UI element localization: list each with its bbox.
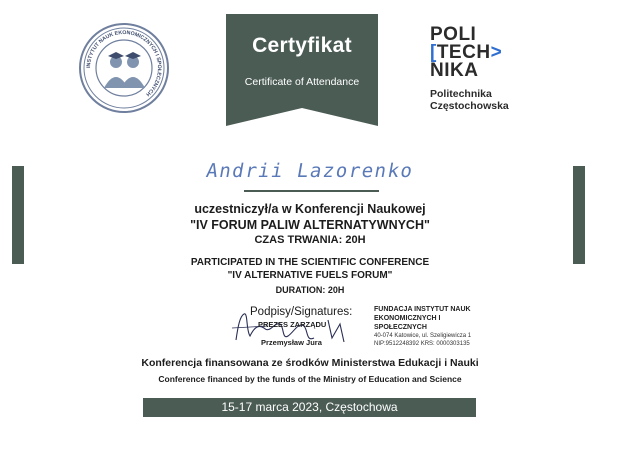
title-banner <box>226 14 378 126</box>
funding-note-en: Conference financed by the funds of the Ministry of Education and Science <box>158 374 462 384</box>
participation-text-en: PARTICIPATED IN THE SCIENTIFIC CONFERENCE <box>190 257 430 268</box>
stamp-address: 40-074 Katowice, ul. Szeligiewicza 1 <box>374 333 472 339</box>
university-logo <box>430 26 550 112</box>
certificate-title: Certyfikat <box>252 34 352 57</box>
certificate-subtitle: Certificate of Attendance <box>244 76 360 88</box>
logo-line-2-text: TECH <box>436 42 491 63</box>
banner-shape <box>226 14 378 126</box>
stamp-registration: NIP:9512248392 KRS: 0000303135 <box>374 341 470 347</box>
institute-seal <box>78 22 170 114</box>
duration-pl: CZAS TRWANIA: 20H <box>254 234 366 246</box>
signatory-name: Przemysław Jura <box>261 338 322 347</box>
logo-line-3: NIKA <box>430 60 479 81</box>
conference-name-en: "IV ALTERNATIVE FUELS FORUM" <box>227 270 393 281</box>
graduates-icon <box>104 52 145 88</box>
university-name-line-2: Częstochowska <box>430 100 509 112</box>
duration-en: DURATION: 20H <box>275 285 345 295</box>
conference-name-pl: "IV FORUM PALIW ALTERNATYWNYCH" <box>190 218 430 232</box>
university-name-line-1: Politechnika <box>430 88 492 100</box>
logo-line-1: POLI <box>430 24 477 45</box>
stamp-line-1: FUNDACJA INSTYTUT NAUK <box>374 306 471 313</box>
signatures-label: Podpisy/Signatures: <box>250 306 353 318</box>
date-place-band: 15-17 marca 2023, Częstochowa <box>143 398 476 417</box>
seal-ring-text: INSTYTUT NAUK EKONOMICZNYCH I SPOŁECZNYCH <box>85 29 163 98</box>
logo-bracket-right: > <box>490 42 503 63</box>
stamp-line-2: EKONOMICZNYCH I SPOŁECZNYCH <box>374 315 441 331</box>
participation-text-pl: uczestniczył/a w Konferencji Naukowej <box>194 202 426 216</box>
logo-bracket-left: [ <box>430 42 437 63</box>
seal-graphic <box>78 22 170 114</box>
funding-note-pl: Konferencja finansowana ze środków Ministerstwa Edukacji i Nauki <box>141 357 479 369</box>
recipient-name: Andrii Lazorenko <box>204 160 416 182</box>
signatory-role: PREZES ZARZĄDU <box>258 320 327 329</box>
name-underline <box>244 190 379 192</box>
foundation-stamp <box>374 305 494 348</box>
